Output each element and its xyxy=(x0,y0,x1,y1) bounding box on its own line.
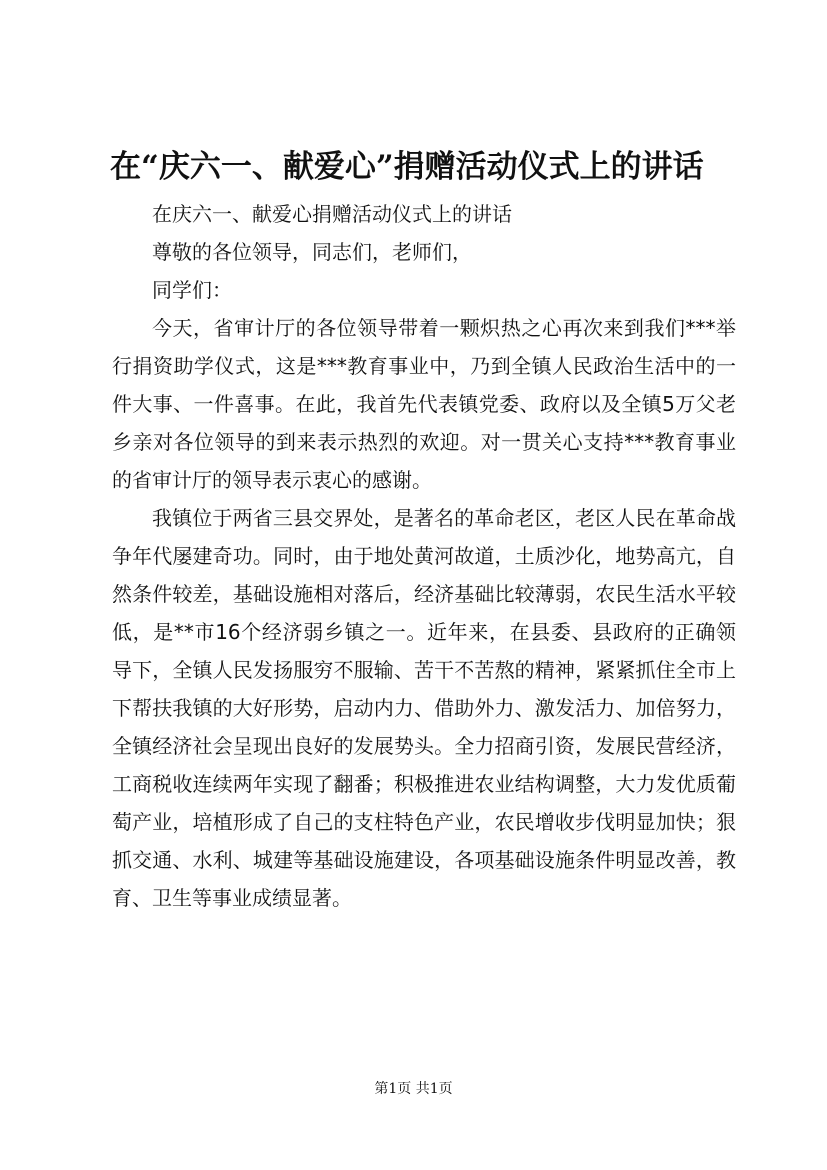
paragraph-welcome: 今天，省审计厅的各位领导带着一颗炽热之心再次来到我们***举行捐资助学仪式，这是***教育事业中，乃到全镇人民政治生活中的一件大事、一件喜事。在此，我首先代表镇党委、政府以及全镇5万父老乡亲对各位领导的到来表示热烈的欢迎。对一贯关心支持***教育事业的省审计厅的领导表示衷心的感谢。 xyxy=(112,316,736,492)
paragraph-salutation: 尊敬的各位领导，同志们，老师们， xyxy=(152,240,472,264)
document-title: 在“庆六一、献爱心”捐赠活动仪式上的讲话 xyxy=(110,149,704,185)
paragraph-town-overview: 我镇位于两省三县交界处，是著名的革命老区，老区人民在革命战争年代屡建奇功。同时，由于地处黄河故道，土质沙化，地势高亢，自然条件较差，基础设施相对落后，经济基础比较薄弱，农民生活水平较低，是**市16个经济弱乡镇之一。近年来，在县委、县政府的正确领导下，全镇人民发扬服穷不服输、苦干不苦熬的精神，紧紧抓住全市上下帮扶我镇的大好形势，启动内力、借助外力、激发活力、加倍努力，全镇经济社会呈现出良好的发展势头。全力招商引资，发展民营经济，工商税收连续两年实现了翻番；积极推进农业结构调整，大力发优质葡萄产业，培植形成了自己的支柱特色产业，农民增收步伐明显加快；狠抓交通、水利、城建等基础设施建设，各项基础设施条件明显改善，教育、卫生等事业成绩显著。 xyxy=(112,506,736,910)
document-body xyxy=(112,195,736,917)
paragraph-salutation-students: 同学们： xyxy=(152,278,232,302)
paragraph-subtitle: 在庆六一、献爱心捐赠活动仪式上的讲话 xyxy=(152,202,512,226)
page-footer: 第1页 共1页 xyxy=(374,1081,453,1097)
